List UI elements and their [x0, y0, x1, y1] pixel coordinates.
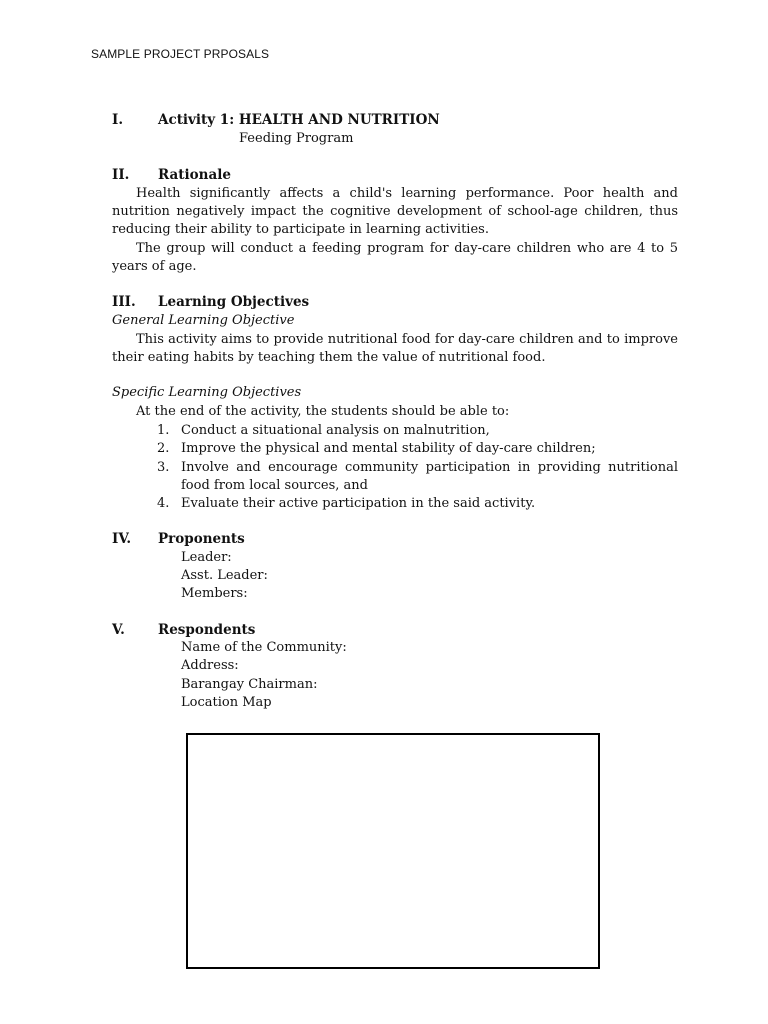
section-1-number: I.	[112, 112, 124, 128]
section-5-heading	[112, 622, 255, 638]
objective-text: Evaluate their active participation in the said activity.	[181, 496, 536, 511]
proponent-field-leader: Leader:	[181, 550, 232, 565]
proponent-field-asst-leader: Asst. Leader:	[181, 568, 268, 583]
respondent-field-chairman: Barangay Chairman:	[181, 677, 318, 692]
section-3-title: Learning Objectives	[158, 294, 310, 310]
respondent-field-location-map: Location Map	[181, 695, 272, 710]
section-5-title: Respondents	[158, 622, 256, 638]
section-4-number: IV.	[112, 531, 132, 547]
objective-number: 2.	[157, 441, 170, 456]
section-5-number: V.	[112, 622, 125, 638]
section-2-number: II.	[112, 167, 130, 183]
respondent-field-address: Address:	[181, 658, 239, 673]
section-4-title: Proponents	[158, 531, 245, 547]
section-2-heading	[112, 167, 231, 183]
specific-objectives-label: Specific Learning Objectives	[112, 385, 302, 400]
general-objective-text: This activity aims to provide nutritional food for day-care children and to improve their eating habits by teaching them the value of nutritional food.	[112, 332, 678, 366]
location-map-box	[186, 733, 600, 969]
respondent-field-community: Name of the Community:	[181, 640, 347, 655]
objective-item-1	[157, 422, 678, 440]
objective-text: Conduct a situational analysis on malnutrition,	[181, 423, 490, 438]
section-3-heading	[112, 294, 309, 310]
rationale-paragraph-2: The group will conduct a feeding program for day-care children who are 4 to 5 years of age.	[112, 241, 678, 275]
section-1-heading	[112, 112, 440, 128]
section-2-title: Rationale	[158, 167, 231, 183]
section-3-number: III.	[112, 294, 136, 310]
objective-number: 4.	[157, 496, 170, 511]
rationale-paragraph-1: Health significantly affects a child's learning performance. Poor health and nutrition negatively impact the cognitive development of school-age children, thus reducing their ability to participate in learning activities.	[112, 186, 678, 238]
objective-number: 3.	[157, 460, 170, 475]
objective-item-2	[157, 440, 678, 458]
section-4-heading	[112, 531, 245, 547]
section-1-subtitle: Feeding Program	[239, 131, 354, 146]
objective-number: 1.	[157, 423, 170, 438]
document-header: SAMPLE PROJECT PRPOSALS	[91, 47, 270, 61]
objective-text: Improve the physical and mental stability of day-care children;	[181, 441, 596, 456]
proponent-field-members: Members:	[181, 586, 248, 601]
objective-text: Involve and encourage community participation in providing nutritional food from local sources, and	[181, 460, 678, 494]
objective-item-3	[157, 459, 678, 495]
specific-objectives-intro: At the end of the activity, the students should be able to:	[136, 404, 510, 419]
section-1-title: Activity 1: HEALTH AND NUTRITION	[158, 112, 440, 128]
general-objective-label: General Learning Objective	[112, 313, 295, 328]
objective-item-4	[157, 495, 678, 513]
